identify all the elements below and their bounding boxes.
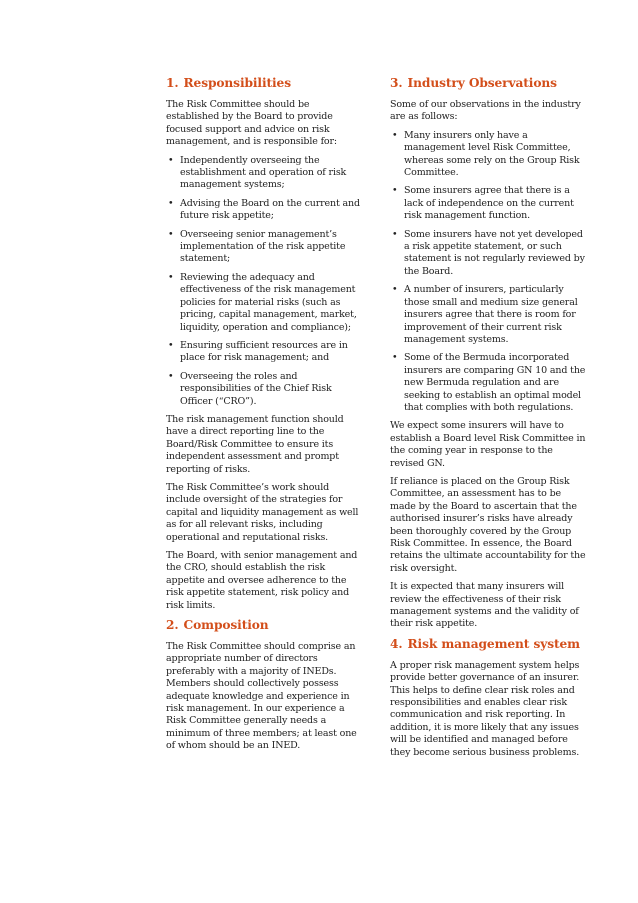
bullet-icon: • [392, 352, 398, 364]
paragraph: The Board, with senior management and the CRO, should establish the risk appetite and oversee adherence to the risk appetite statement, risk policy and risk limits. [166, 550, 358, 611]
bullet-icon: • [168, 154, 174, 166]
paragraph: The Risk Committee’s work should include oversight of the strategies for capital and liquidity management as well as for all relevant risks, including operational and reputational risks. [166, 481, 359, 543]
bullet-icon: • [392, 185, 398, 197]
list-item: • Some insurers have not yet developed a risk appetite statement, or such statement is not regularly reviewed by the Board. [392, 228, 585, 277]
paragraph: If reliance is placed on the Group Risk Committee, an assessment has to be made by the Board to ascertain that the authorised insurer’s risks have already been thoroughly covered by the Group Risk Committee. In essence, the Board retains the ultimate accountability for the risk oversight. [390, 475, 586, 574]
bullet-icon: • [168, 370, 174, 382]
list-item: • Independently overseeing the establishment and operation of risk management systems; [168, 154, 347, 191]
paragraph: The risk management function should have a direct reporting line to the Board/Risk Committee to ensure its independent assessment and prompt reporting of risks. [166, 413, 344, 475]
list-item: • Advising the Board on the current and future risk appetite; [168, 197, 360, 222]
paragraph: The Risk Committee should be established by the Board to provide focused support and advice on risk management, and is responsible for: [166, 99, 337, 148]
bullet-icon: • [392, 129, 398, 141]
paragraph: It is expected that many insurers will review the effectiveness of their risk management systems and the validity of their risk appetite. [390, 581, 579, 630]
bullet-icon: • [168, 339, 174, 351]
bullet-list [166, 155, 364, 408]
list-item: • Ensuring sufficient resources are in place for risk management; and [168, 339, 348, 364]
section-heading-industry-observations: 3. Industry Observations [390, 76, 557, 90]
list-item: • Overseeing senior management’s implementation of the risk appetite statement; [168, 228, 346, 265]
list-item: • Some of the Bermuda incorporated insurers are comparing GN 10 and the new Bermuda regulation and are seeking to establish an optimal model that complies with both regulations. [392, 352, 586, 413]
section-heading-responsibilities: 1. Responsibilities [166, 76, 291, 90]
bullet-icon: • [168, 228, 174, 240]
list-item: • A number of insurers, particularly those small and medium size general insurers agree that there is room for improvement of their current risk management systems. [392, 284, 578, 345]
section-heading-risk-management-system: 4. Risk management system [390, 636, 580, 651]
section-heading-composition: 2. Composition [166, 618, 269, 633]
list-item: • Overseeing the roles and responsibilities of the Chief Risk Officer (“CRO”). [168, 370, 332, 407]
paragraph: A proper risk management system helps provide better governance of an insurer. This helps to define clear risk roles and responsibilities and enables clear risk communication and risk reporting. In addition, it is more likely that any issues will be identified and managed before they become serious business problems. [390, 659, 580, 758]
list-item: • Reviewing the adequacy and effectiveness of the risk management policies for material risks (such as pricing, capital management, market, liquidity, operation and compliance); [168, 271, 357, 333]
bullet-icon: • [168, 197, 174, 209]
right-column [390, 76, 588, 765]
bullet-list [390, 130, 588, 415]
left-column [166, 76, 364, 759]
bullet-icon: • [392, 228, 398, 240]
bullet-icon: • [168, 271, 174, 283]
paragraph: We expect some insurers will have to establish a Board level Risk Committee in the coming year in response to the revised GN. [390, 420, 586, 469]
list-item: • Many insurers only have a management level Risk Committee, whereas some rely on the Group Risk Committee. [392, 129, 580, 179]
bullet-icon: • [392, 284, 398, 296]
list-item: • Some insurers agree that there is a lack of independence on the current risk management function. [392, 185, 574, 222]
paragraph: Some of our observations in the industry are as follows: [390, 99, 581, 123]
paragraph: The Risk Committee should comprise an appropriate number of directors preferably with a majority of INEDs. Members should collectively possess adequate knowledge and experience in risk management. In our experience a Risk Committee generally needs a minimum of three members; at least one of whom should be an INED. [166, 641, 357, 752]
